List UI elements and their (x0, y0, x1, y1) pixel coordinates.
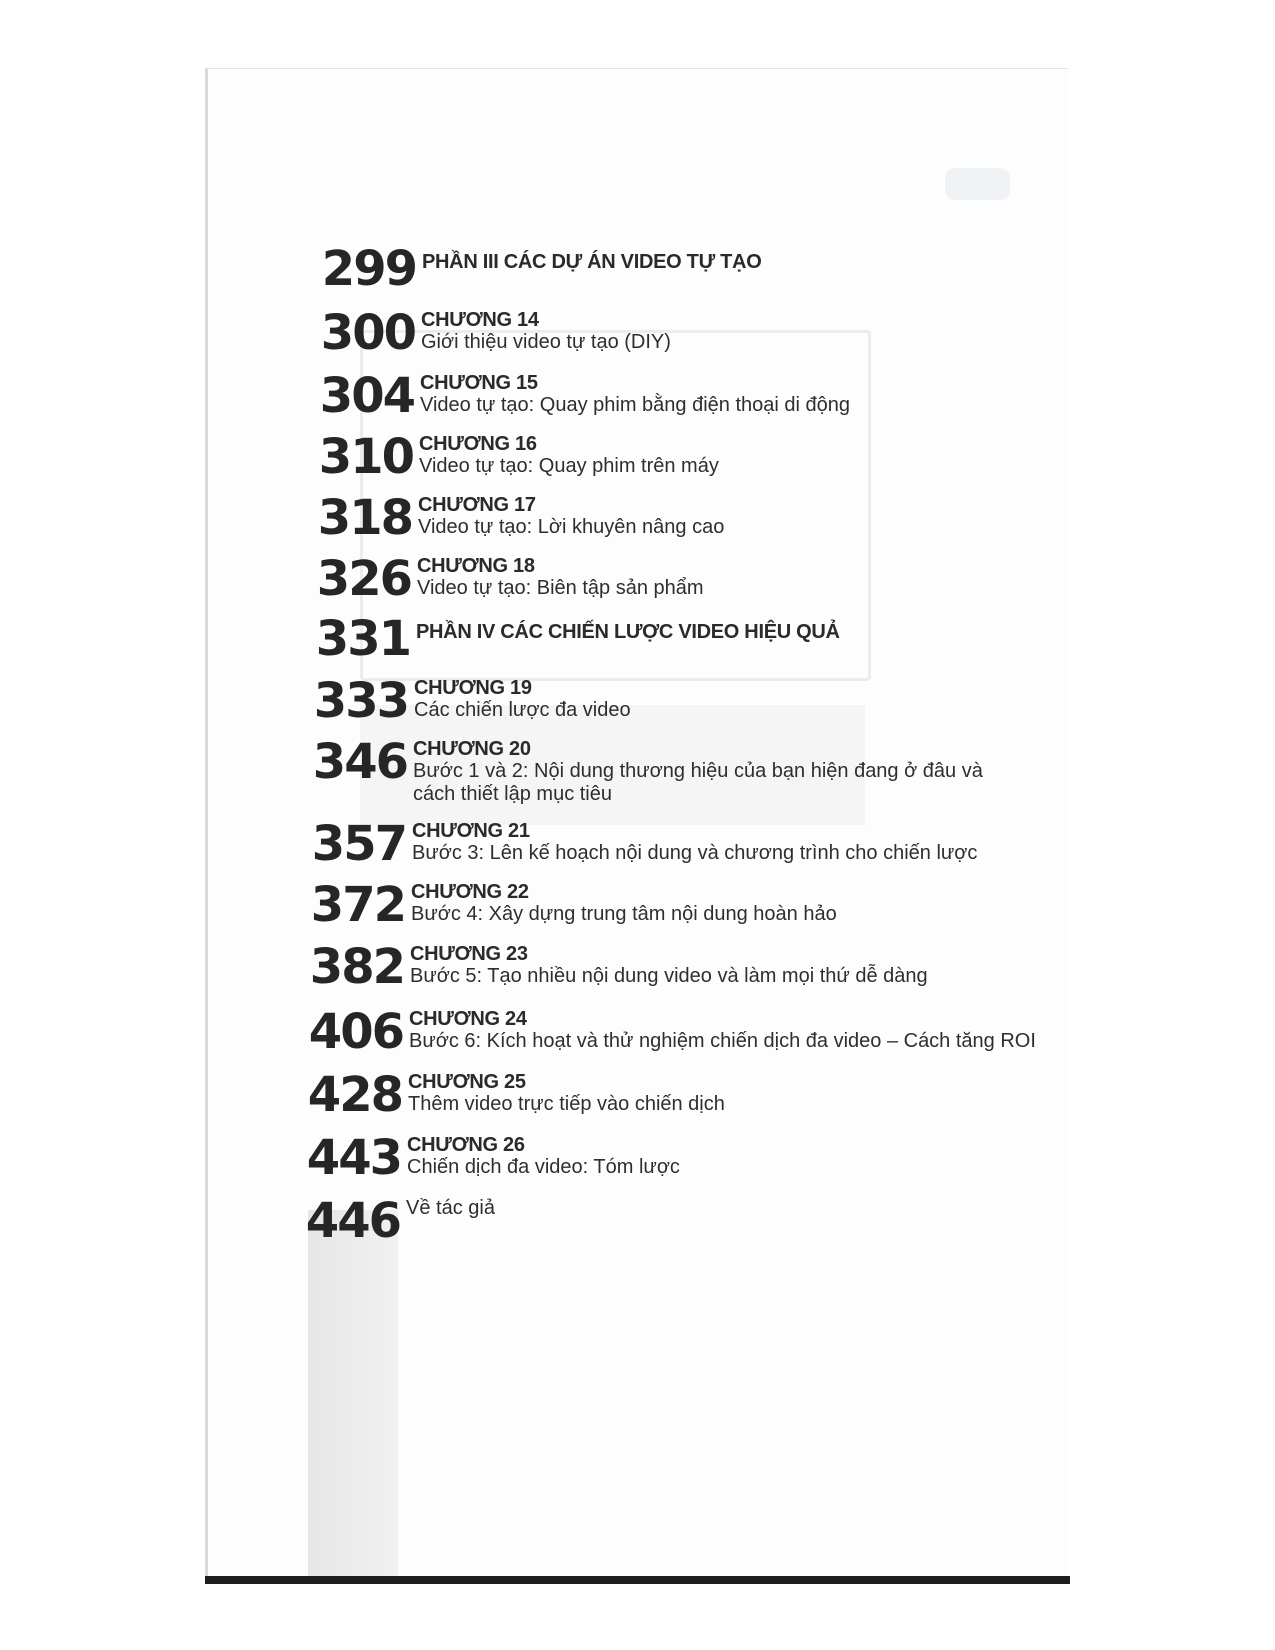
toc-chapter-heading: CHƯƠNG 17 (418, 494, 536, 516)
toc-chapter-title: Bước 4: Xây dựng trung tâm nội dung hoàn hảo (411, 903, 837, 925)
toc-page-number: 318 (317, 490, 412, 546)
toc-chapter-heading: CHƯƠNG 26 (407, 1134, 525, 1156)
binding-shadow (308, 1210, 398, 1576)
toc-page-number: 300 (320, 305, 415, 361)
toc-chapter-heading: CHƯƠNG 18 (417, 555, 535, 577)
toc-back-matter-title: Về tác giả (406, 1197, 495, 1219)
toc-page-number: 372 (310, 877, 405, 933)
toc-entry (309, 734, 1013, 806)
toc-chapter-title: Giới thiệu video tự tạo (DIY) (421, 331, 671, 353)
toc-chapter-title: Các chiến lược đa video (414, 699, 631, 721)
toc-chapter-heading: CHƯƠNG 21 (412, 820, 530, 842)
toc-page-number: 382 (309, 939, 404, 995)
toc-page-number: 299 (321, 241, 416, 297)
toc-page-number: 357 (311, 816, 406, 872)
toc-entry (316, 368, 850, 424)
toc-page-number: 333 (313, 673, 408, 729)
toc-chapter-title: Thêm video trực tiếp vào chiến dịch (408, 1093, 725, 1115)
toc-chapter-title: Bước 5: Tạo nhiều nội dung video và làm mọi thứ dễ dàng (410, 965, 928, 987)
toc-chapter-heading: CHƯƠNG 19 (414, 677, 532, 699)
toc-chapter-heading: CHƯƠNG 15 (420, 372, 538, 394)
toc-chapter-title: Video tự tạo: Quay phim bằng điện thoại di động (420, 394, 850, 416)
toc-chapter-title: Bước 6: Kích hoạt và thử nghiệm chiến dịch đa video – Cách tăng ROI (409, 1030, 1036, 1052)
toc-entry (305, 1004, 1036, 1060)
toc-page-number: 443 (306, 1130, 401, 1186)
toc-chapter-title: Bước 3: Lên kế hoạch nội dung và chương trình cho chiến lược (412, 842, 978, 864)
toc-part-heading: PHẦN III CÁC DỰ ÁN VIDEO TỰ TẠO (422, 251, 762, 273)
toc-entry (318, 241, 762, 297)
toc-chapter-heading: CHƯƠNG 16 (419, 433, 537, 455)
toc-entry (315, 429, 719, 485)
toc-entry (306, 939, 928, 995)
toc-entry (312, 611, 840, 667)
toc-page-number: 446 (305, 1193, 400, 1249)
toc-chapter-title: Bước 1 và 2: Nội dung thương hiệu của bạn hiện đang ở đâu và cách thiết lập mục tiêu (413, 760, 983, 805)
toc-chapter-heading: CHƯƠNG 22 (411, 881, 529, 903)
toc-page-number: 428 (307, 1067, 402, 1123)
toc-entry (304, 1067, 725, 1123)
toc-entry (317, 305, 671, 361)
toc-part-heading: PHẦN IV CÁC CHIẾN LƯỢC VIDEO HIỆU QUẢ (416, 621, 840, 643)
toc-chapter-heading: CHƯƠNG 14 (421, 309, 539, 331)
toc-entry (308, 816, 978, 872)
toc-entry (310, 673, 631, 729)
toc-chapter-heading: CHƯƠNG 23 (410, 943, 528, 965)
toc-entry (302, 1193, 495, 1249)
toc-page-number: 406 (308, 1004, 403, 1060)
bottom-edge (205, 1576, 1070, 1584)
toc-entry (314, 490, 725, 546)
toc-entry (313, 551, 704, 607)
toc-chapter-heading: CHƯƠNG 25 (408, 1071, 526, 1093)
toc-entry (307, 877, 837, 933)
toc-chapter-heading: CHƯƠNG 24 (409, 1008, 527, 1030)
toc-entry (303, 1130, 680, 1186)
toc-page-number: 310 (318, 429, 413, 485)
toc-page-number: 326 (316, 551, 411, 607)
toc-chapter-title: Video tự tạo: Biên tập sản phẩm (417, 577, 704, 599)
toc-page-number: 346 (312, 734, 407, 790)
toc-page-number: 304 (319, 368, 414, 424)
toc-chapter-heading: CHƯƠNG 20 (413, 738, 531, 760)
toc-chapter-title: Video tự tạo: Quay phim trên máy (419, 455, 719, 477)
show-through-tab (945, 168, 1010, 200)
toc-chapter-title: Chiến dịch đa video: Tóm lược (407, 1156, 680, 1178)
toc-chapter-title: Video tự tạo: Lời khuyên nâng cao (418, 516, 725, 538)
toc-page-number: 331 (315, 611, 410, 667)
